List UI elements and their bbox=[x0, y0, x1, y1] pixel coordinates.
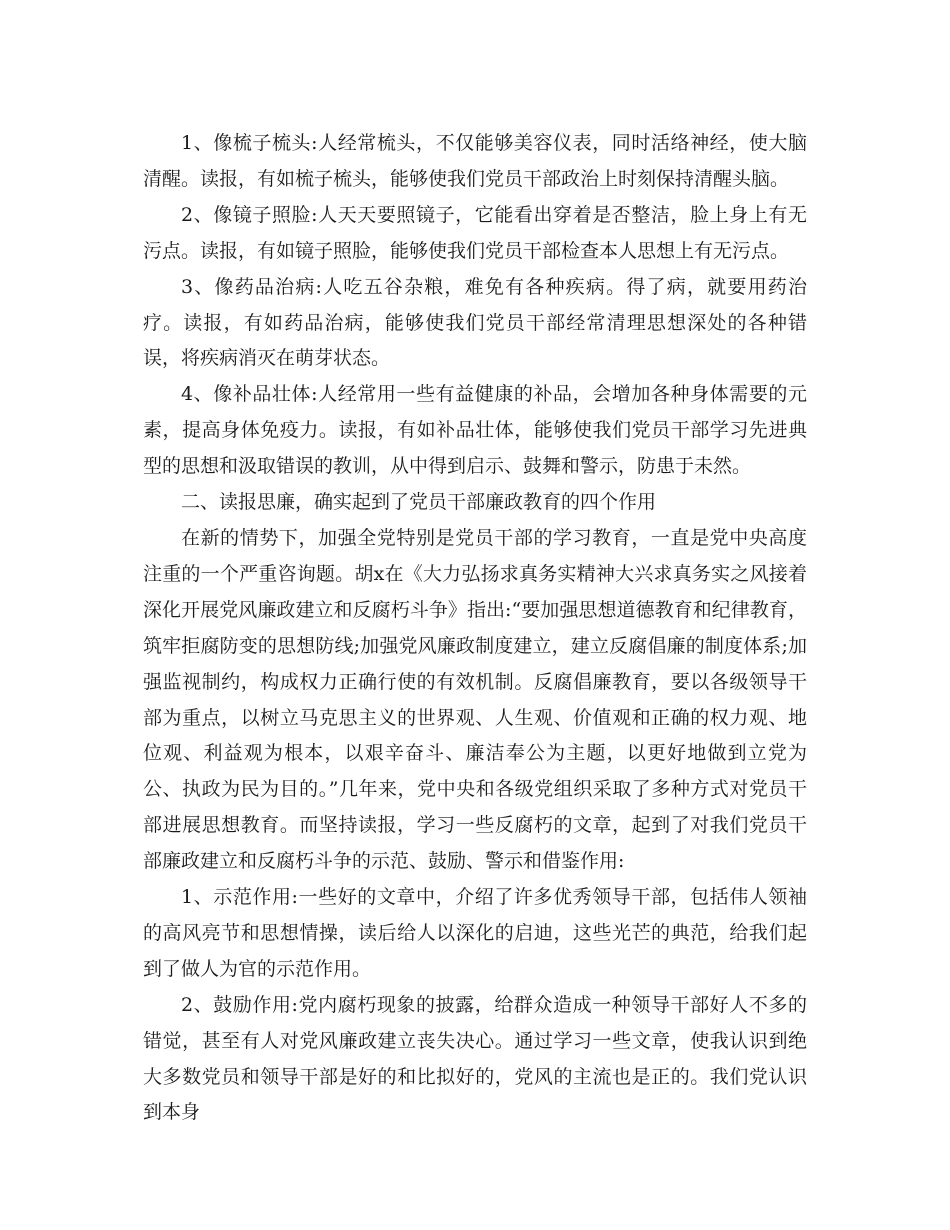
document-body bbox=[143, 126, 807, 1131]
paragraph-mirror: 2、像镜子照脸:人天天要照镜子，它能看出穿着是否整洁，脸上身上有无污点。读报，有如镜子照脸，能够使我们党员干部检查本人思想上有无污点。 bbox=[143, 203, 807, 262]
section-heading-two: 二、读报思廉，确实起到了党员干部廉政教育的四个作用 bbox=[181, 491, 657, 514]
paragraph-demonstration: 1、示范作用:一些好的文章中，介绍了许多优秀领导干部，包括伟人领袖的高风亮节和思想情操，读后给人以深化的启迪，这些光芒的典范，给我们起到了做人为官的示范作用。 bbox=[143, 886, 807, 980]
paragraph-medicine: 3、像药品治病:人吃五谷杂粮，难免有各种疾病。得了病，就要用药治疗。读报，有如药品治病，能够使我们党员干部经常清理思想深处的各种错误，将疾病消灭在萌芽状态。 bbox=[143, 275, 807, 370]
paragraph-encouragement: 2、鼓励作用:党内腐朽现象的披露，给群众造成一种领导干部好人不多的错觉，甚至有人对党风廉政建立丧失决心。通过学习一些文章，使我认识到绝大多数党员和领导干部是好的和比拟好的，党风的主流也是正的。我们党认识到本身 bbox=[143, 993, 807, 1124]
paragraph-new-situation: 在新的情势下，加强全党特别是党员干部的学习教育，一直是党中央高度注重的一个严重咨询题。胡x在《大力弘扬求真务实精神大兴求真务实之风接着深化开展党风廉政建立和反腐朽斗争》指出:“要加强思想道德教育和纪律教育，筑牢拒腐防变的思想防线;加强党风廉政制度建立，建立反腐倡廉的制度体系;加强监视制约，构成权力正确行使的有效机制。反腐倡廉教育，要以各级领导干部为重点，以树立马克思主义的世界观、人生观、价值观和正确的权力观、地位观、利益观为根本，以艰辛奋斗、廉洁奉公为主题，以更好地做到立党为公、执政为民为目的。”几年来，党中央和各级党组织采取了多种方式对党员干部进展思想教育。而坚持读报，学习一些反腐朽的文章，起到了对我们党员干部廉政建立和反腐朽斗争的示范、鼓励、警示和借鉴作用: bbox=[143, 526, 807, 873]
paragraph-tonic: 4、像补品壮体:人经常用一些有益健康的补品，会增加各种身体需要的元素，提高身体免疫力。读报，有如补品壮体，能够使我们党员干部学习先进典型的思想和汲取错误的教训，从中得到启示、鼓舞和警示，防患于未然。 bbox=[143, 383, 807, 478]
paragraph-comb: 1、像梳子梳头:人经常梳头，不仅能够美容仪表，同时活络神经，使大脑清醒。读报，有如梳子梳头，能够使我们党员干部政治上时刻保持清醒头脑。 bbox=[143, 132, 807, 190]
